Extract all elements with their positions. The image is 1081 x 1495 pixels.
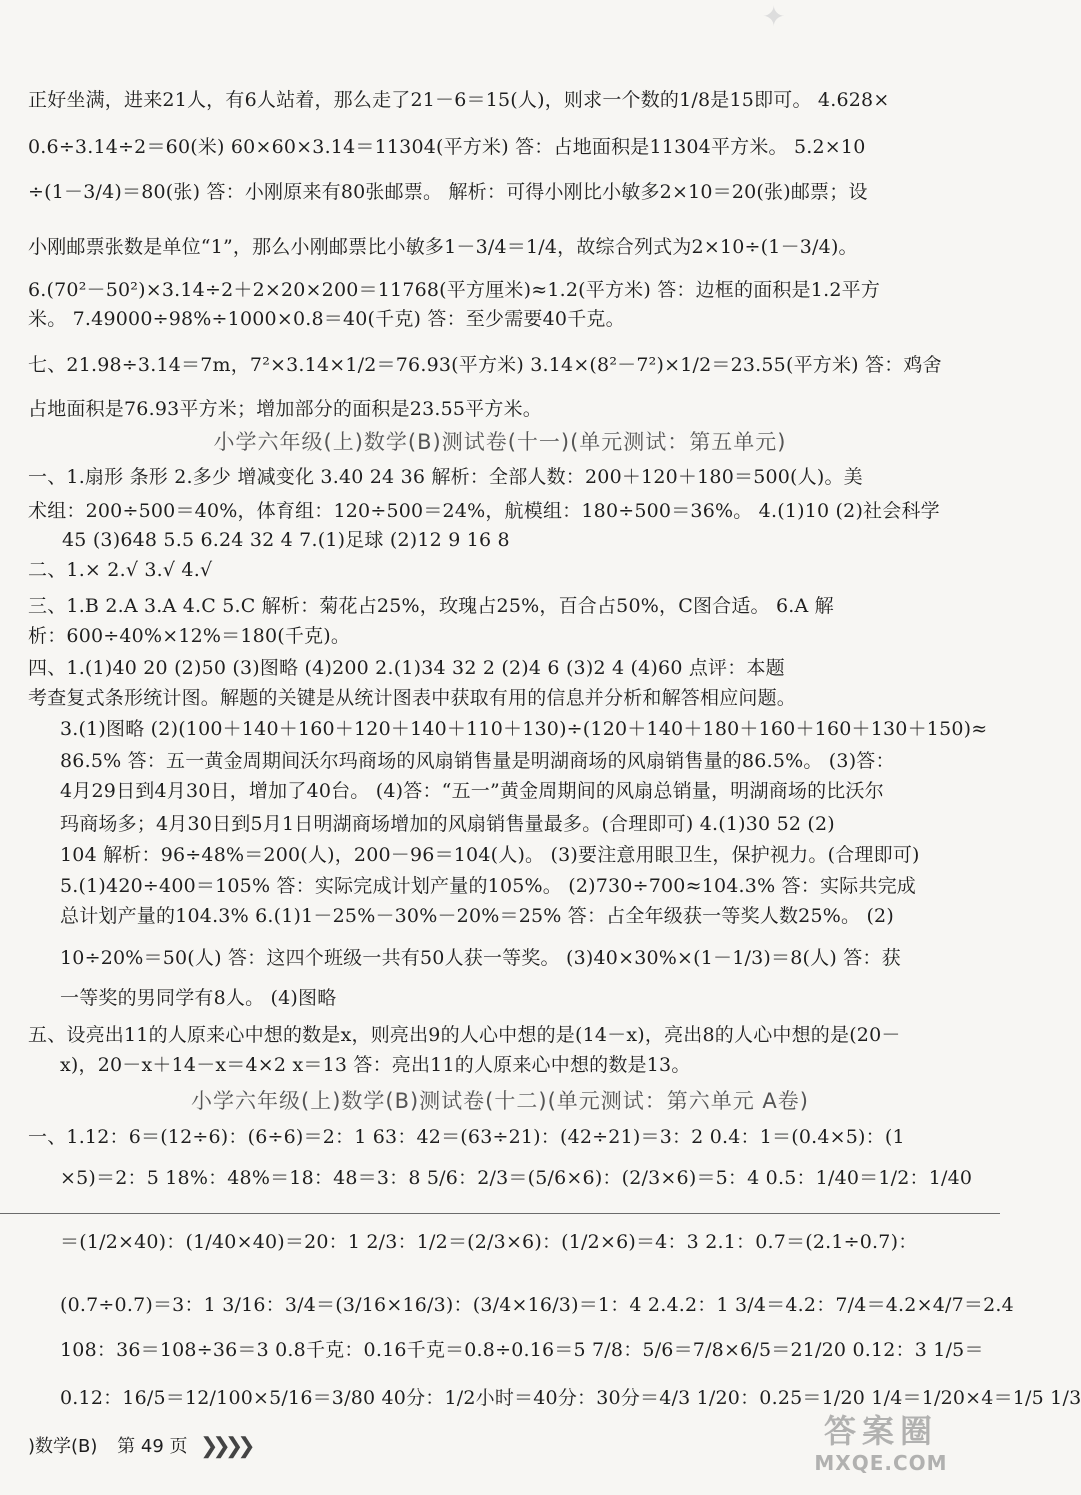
- page-footer: [28, 1432, 188, 1462]
- answer-line: (0.7÷0.7)＝3：1 3/16：3/4＝(3/16×16/3)：(3/4×16/3)＝1：4 2.4.2：1 3/4＝4.2：7/4＝4.2×4/7＝2.4: [60, 1294, 1014, 1316]
- divider: [0, 1213, 1000, 1214]
- answer-line: 0.6÷3.14÷2＝60(米) 60×60×3.14＝11304(平方米) 答：占地面积是11304平方米。 5.2×10: [28, 136, 866, 158]
- answer-line: 4月29日到4月30日，增加了40台。 (4)答：“五一”黄金周期间的风扇总销量，明湖商场的比沃尔: [60, 780, 884, 802]
- answer-line: 108：36＝108÷36＝3 0.8千克：0.16千克＝0.8÷0.16＝5 7/8：5/6＝7/8×6/5＝21/20 0.12：3 1/5＝: [60, 1339, 984, 1361]
- answer-line: 五、设亮出11的人原来心中想的数是x，则亮出9的人心中想的是(14－x)，亮出8的人心中想的是(20－: [28, 1024, 901, 1046]
- watermark-url: MXQE.COM: [814, 1451, 948, 1475]
- answer-line: 3.(1)图略 (2)(100＋140＋160＋120＋140＋110＋130)÷(120＋140＋180＋160＋160＋130＋150)≈: [60, 718, 988, 740]
- answer-line: 七、21.98÷3.14＝7m，7²×3.14×1/2＝76.93(平方米) 3.14×(8²－7²)×1/2＝23.55(平方米) 答：鸡舍: [28, 354, 942, 376]
- section-heading: 小学六年级(上)数学(B)测试卷(十二)(单元测试：第六单元 A卷): [191, 1089, 809, 1113]
- answer-line: 5.(1)420÷400＝105% 答：实际完成计划产量的105%。 (2)730÷700≈104.3% 答：实际共完成: [60, 875, 916, 897]
- answer-line: 三、1.B 2.A 3.A 4.C 5.C 解析：菊花占25%，玫瑰占25%，百合占50%，C图合适。 6.A 解: [28, 595, 834, 617]
- answer-line: ÷(1－3/4)＝80(张) 答：小刚原来有80张邮票。 解析：可得小刚比小敏多2×10＝20(张)邮票；设: [28, 181, 868, 203]
- answer-line: 45 (3)648 5.5 6.24 32 4 7.(1)足球 (2)12 9 16 8: [62, 529, 510, 551]
- answer-line: 10÷20%＝50(人) 答：这四个班级一共有50人获一等奖。 (3)40×30%×(1－1/3)＝8(人) 答：获: [60, 947, 901, 969]
- answer-line: 正好坐满，进来21人，有6人站着，那么走了21－6＝15(人)，则求一个数的1/8是15即可。 4.628×: [28, 89, 890, 111]
- answer-line: 86.5% 答：五一黄金周期间沃尔玛商场的风扇销售量是明湖商场的风扇销售量的86.5%。 (3)答：: [60, 750, 895, 772]
- answer-line: 一、1.扇形 条形 2.多少 增减变化 3.40 24 36 解析：全部人数：200＋120＋180＝500(人)。美: [28, 466, 863, 488]
- answer-line: 二、1.× 2.√ 3.√ 4.√: [28, 559, 213, 581]
- answer-line: ＝(1/2×40)：(1/40×40)＝20：1 2/3：1/2＝(2/3×6)：(1/2×6)＝4：3 2.1：0.7＝(2.1÷0.7)：: [60, 1231, 918, 1253]
- answer-line: 6.(70²－50²)×3.14÷2＋2×20×200＝11768(平方厘米)≈1.2(平方米) 答：边框的面积是1.2平方: [28, 279, 881, 301]
- answer-line: 一等奖的男同学有8人。 (4)图略: [60, 987, 337, 1009]
- answer-line: 玛商场多；4月30日到5月1日明湖商场增加的风扇销售量最多。(合理即可) 4.(1)30 52 (2): [60, 813, 835, 835]
- answer-line: 一、1.12：6＝(12÷6)：(6÷6)＝2：1 63：42＝(63÷21)：(42÷21)＝3：2 0.4：1＝(0.4×5)：(1: [28, 1126, 905, 1148]
- page-number: 第 49 页: [117, 1436, 188, 1457]
- answer-line: 总计划产量的104.3% 6.(1)1－25%－30%－20%＝25% 答：占全年级获一等奖人数25%。 (2): [60, 905, 894, 927]
- footer-subject: )数学(B): [28, 1436, 98, 1457]
- answer-line: 四、1.(1)40 20 (2)50 (3)图略 (4)200 2.(1)34 32 2 (2)4 6 (3)2 4 (4)60 点评：本题: [28, 657, 785, 679]
- answer-line: 术组：200÷500＝40%，体育组：120÷500＝24%，航模组：180÷500＝36%。 4.(1)10 (2)社会科学: [28, 500, 940, 522]
- answer-line: 米。 7.49000÷98%÷1000×0.8＝40(千克) 答：至少需要40千克。: [28, 308, 625, 330]
- section-heading: 小学六年级(上)数学(B)测试卷(十一)(单元测试：第五单元): [213, 430, 787, 454]
- site-watermark: [776, 1411, 986, 1481]
- answer-line: 占地面积是76.93平方米；增加部分的面积是23.55平方米。: [28, 398, 542, 420]
- arrow-decoration-icon: ❯❯❯❯: [200, 1434, 250, 1459]
- answer-line: ×5)＝2：5 18%：48%＝18：48＝3：8 5/6：2/3＝(5/6×6)：(2/3×6)＝5：4 0.5：1/40＝1/2：1/40: [60, 1167, 973, 1189]
- answer-line: 104 解析：96÷48%＝200(人)，200－96＝104(人)。 (3)要注意用眼卫生，保护视力。(合理即可): [60, 844, 920, 866]
- answer-line: 0.12：16/5＝12/100×5/16＝3/80 40分：1/2小时＝40分：30分＝4/3 1/20：0.25＝1/20 1/4＝1/20×4＝1/5 1/3: [60, 1387, 1081, 1409]
- answer-line: 考查复式条形统计图。解题的关键是从统计图表中获取有用的信息并分析和解答相应问题。: [28, 687, 797, 709]
- sparkle-decoration: ✦: [762, 0, 786, 33]
- answer-line: x)，20－x＋14－x＝4×2 x＝13 答：亮出11的人原来心中想的数是13。: [60, 1054, 691, 1076]
- answer-line: 析：600÷40%×12%＝180(千克)。: [28, 625, 351, 647]
- answer-line: 小刚邮票张数是单位“1”，那么小刚邮票比小敏多1－3/4＝1/4，故综合列式为2×10÷(1－3/4)。: [28, 236, 858, 258]
- watermark-title: 答案圈: [823, 1412, 938, 1450]
